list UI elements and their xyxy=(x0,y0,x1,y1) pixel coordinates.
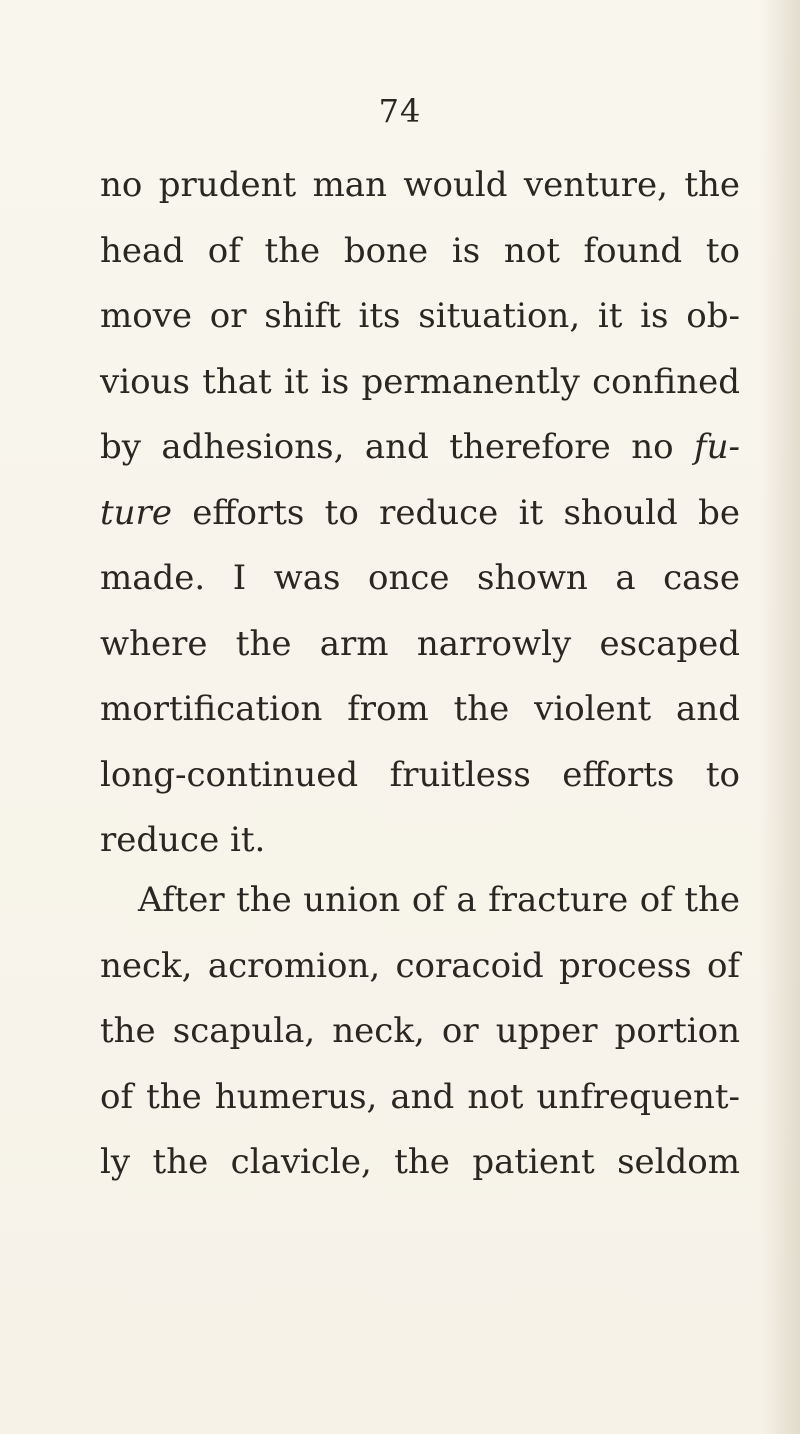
text-line xyxy=(100,546,740,612)
text-run: no prudent man would venture, the xyxy=(100,165,740,205)
text-run: made. I was once shown a case xyxy=(100,558,740,598)
text-run: where the arm narrowly escaped xyxy=(100,623,740,664)
text-line xyxy=(100,743,740,809)
page-number: 74 xyxy=(378,92,422,130)
text-line xyxy=(100,934,740,1000)
italic-text: ture xyxy=(100,492,172,533)
text-run: long-continued fruitless efforts to xyxy=(100,754,740,795)
text-line xyxy=(100,808,740,874)
text-line xyxy=(100,284,740,350)
text-line xyxy=(100,1130,740,1196)
text-line xyxy=(100,415,740,481)
text-run: ly the clavicle, the patient seldom xyxy=(100,1142,740,1182)
text-run: efforts to reduce it should be xyxy=(171,492,740,533)
text-run: neck, acromion, coracoid process of xyxy=(100,945,740,986)
text-run: head of the bone is not found to xyxy=(100,230,740,271)
text-line xyxy=(100,868,740,934)
text-line xyxy=(100,677,740,743)
text-line xyxy=(100,350,740,416)
text-run: move or shift its situation, it is ob- xyxy=(100,296,740,336)
text-run: After the union of a fracture of the xyxy=(138,880,740,920)
text-run: vious that it is permanently confined xyxy=(100,361,740,402)
text-run: the scapula, neck, or upper portion xyxy=(100,1011,740,1051)
text-line xyxy=(100,612,740,678)
paragraph-2 xyxy=(100,868,740,1196)
text-line xyxy=(100,999,740,1065)
italic-text: fu- xyxy=(694,427,740,467)
text-run: by adhesions, and therefore no xyxy=(100,427,695,467)
text-line xyxy=(100,481,740,547)
text-line xyxy=(100,219,740,285)
text-run: mortification from the violent and xyxy=(100,689,740,729)
text-line xyxy=(100,1065,740,1131)
text-run: of the humerus, and not unfrequent- xyxy=(100,1076,740,1117)
paragraph-1 xyxy=(100,153,740,874)
text-run: reduce it. xyxy=(100,820,266,860)
text-line xyxy=(100,153,740,219)
